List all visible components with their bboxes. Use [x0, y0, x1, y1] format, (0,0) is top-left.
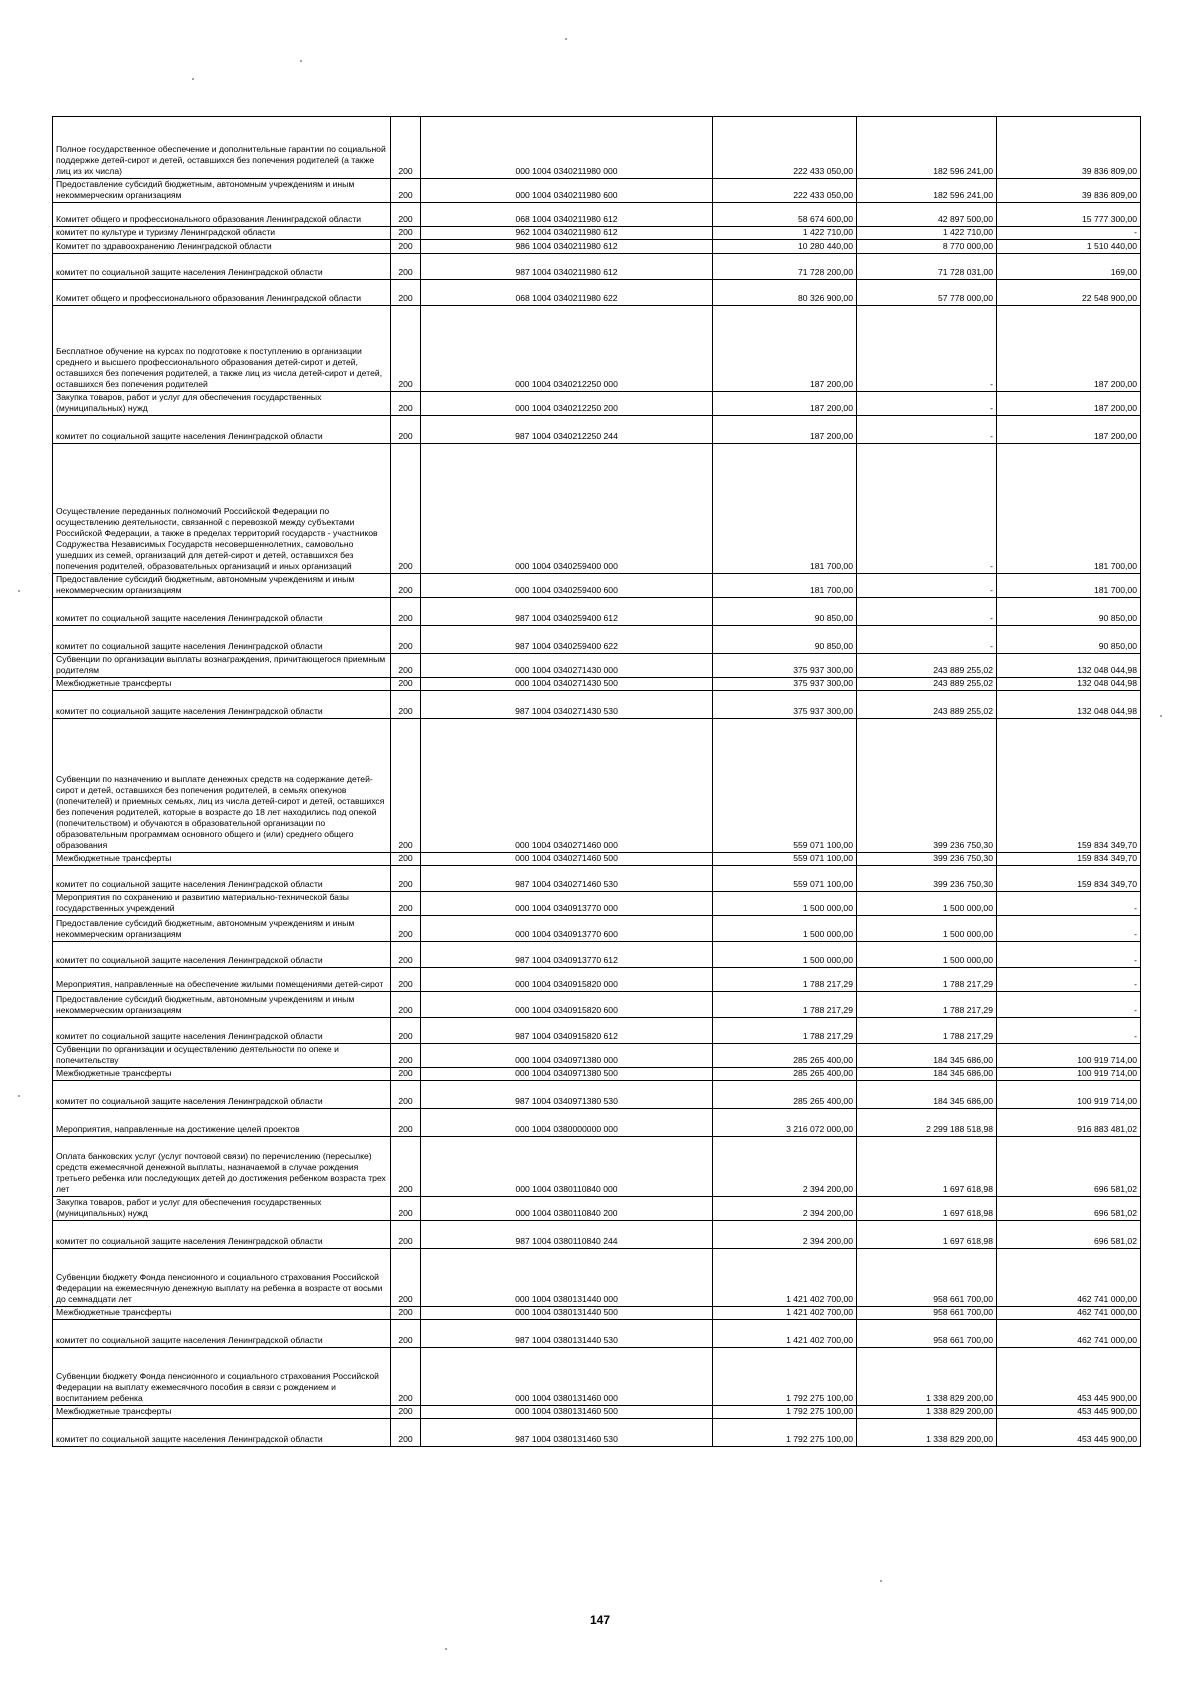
row-approved-cell: 80 326 900,00: [713, 280, 857, 306]
row-approved-cell: 90 850,00: [713, 598, 857, 626]
table-body: [53, 117, 1141, 1447]
row-unexecuted-cell: -: [997, 227, 1141, 240]
row-classification-cell: 987 1004 0340212250 244: [421, 416, 713, 444]
row-unexecuted-cell: 453 445 900,00: [997, 1348, 1141, 1406]
scan-speck: [880, 1580, 882, 1582]
row-classification-cell: 987 1004 0340271430 530: [421, 691, 713, 719]
row-name-cell: Оплата банковских услуг (услуг почтовой связи) по перечислению (пересылке) средств ежемесячной денежной выплаты, назначаемой в случае рождения третьего ребенка или последующих детей до достижения ребенком возраста трех лет: [53, 1137, 391, 1197]
row-name-cell: комитет по социальной защите населения Ленинградской области: [53, 254, 391, 280]
row-classification-cell: 962 1004 0340211980 612: [421, 227, 713, 240]
row-code-cell: 200: [391, 992, 421, 1018]
row-name-cell: комитет по социальной защите населения Ленинградской области: [53, 866, 391, 892]
row-approved-cell: 2 394 200,00: [713, 1197, 857, 1221]
row-unexecuted-cell: 462 741 000,00: [997, 1307, 1141, 1320]
row-name-cell: комитет по социальной защите населения Ленинградской области: [53, 1320, 391, 1348]
row-approved-cell: 187 200,00: [713, 392, 857, 416]
row-code-cell: 200: [391, 280, 421, 306]
scan-speck: [192, 78, 194, 80]
row-classification-cell: 000 1004 0340212250 000: [421, 306, 713, 392]
table-row: [53, 992, 1141, 1018]
row-classification-cell: 000 1004 0340212250 200: [421, 392, 713, 416]
table-row: [53, 227, 1141, 240]
row-approved-cell: 2 394 200,00: [713, 1221, 857, 1249]
row-name-cell: комитет по социальной защите населения Ленинградской области: [53, 691, 391, 719]
row-name-cell: Полное государственное обеспечение и дополнительные гарантии по социальной поддержке детей-сирот и детей, оставшихся без попечения родителей (а также лиц из их числа): [53, 117, 391, 179]
row-approved-cell: 375 937 300,00: [713, 691, 857, 719]
row-unexecuted-cell: 90 850,00: [997, 598, 1141, 626]
row-unexecuted-cell: 181 700,00: [997, 574, 1141, 598]
table-row: [53, 892, 1141, 916]
row-name-cell: Межбюджетные трансферты: [53, 1406, 391, 1419]
row-name-cell: Субвенции по назначению и выплате денежных средств на содержание детей-сирот и детей, оставшихся без попечения родителей, в семьях опекунов (попечителей) и приемных семьях, лиц из числа детей-сирот и детей, оставшихся без попечения родителей, которые в возрасте до 18 лет находились под опекой (попечительством) и обучаются в образовательной организации по образовательным программам основного общего и (или) среднего общего образования: [53, 719, 391, 853]
row-approved-cell: 181 700,00: [713, 444, 857, 574]
row-name-cell: комитет по социальной защите населения Ленинградской области: [53, 416, 391, 444]
row-approved-cell: 1 788 217,29: [713, 968, 857, 992]
row-classification-cell: 000 1004 0340971380 500: [421, 1068, 713, 1081]
row-name-cell: Субвенции бюджету Фонда пенсионного и социального страхования Российской Федерации на выплату ежемесячного пособия в связи с рождением и воспитанием ребенка: [53, 1348, 391, 1406]
table-row: [53, 240, 1141, 254]
row-approved-cell: 1 500 000,00: [713, 916, 857, 942]
row-name-cell: Межбюджетные трансферты: [53, 853, 391, 866]
table-row: [53, 1044, 1141, 1068]
row-approved-cell: 1 421 402 700,00: [713, 1320, 857, 1348]
row-name-cell: Субвенции по организации и осуществлению деятельности по опеке и попечительству: [53, 1044, 391, 1068]
row-approved-cell: 58 674 600,00: [713, 203, 857, 227]
scan-speck: [565, 38, 567, 40]
row-unexecuted-cell: 187 200,00: [997, 306, 1141, 392]
row-code-cell: 200: [391, 853, 421, 866]
row-approved-cell: 285 265 400,00: [713, 1081, 857, 1109]
row-classification-cell: 000 1004 0340259400 000: [421, 444, 713, 574]
row-approved-cell: 1 792 275 100,00: [713, 1348, 857, 1406]
row-code-cell: 200: [391, 1109, 421, 1137]
row-unexecuted-cell: -: [997, 992, 1141, 1018]
table-row: [53, 1307, 1141, 1320]
row-classification-cell: 000 1004 0340271430 000: [421, 654, 713, 678]
row-executed-cell: 8 770 000,00: [857, 240, 997, 254]
row-classification-cell: 987 1004 0340259400 612: [421, 598, 713, 626]
row-classification-cell: 986 1004 0340211980 612: [421, 240, 713, 254]
row-executed-cell: -: [857, 598, 997, 626]
table-row: [53, 306, 1141, 392]
row-code-cell: 200: [391, 691, 421, 719]
row-executed-cell: 243 889 255,02: [857, 678, 997, 691]
row-name-cell: Межбюджетные трансферты: [53, 1307, 391, 1320]
row-name-cell: Осуществление переданных полномочий Российской Федерации по осуществлению деятельности, связанной с перевозкой между субъектами Российской Федерации, а также в пределах территорий государств - участников Содружества Независимых Государств несовершеннолетних, самовольно ушедших из семей, организаций для детей-сирот и детей, оставшихся без попечения родителей, образовательных организаций и иных организаций: [53, 444, 391, 574]
row-code-cell: 200: [391, 1018, 421, 1044]
table-row: [53, 392, 1141, 416]
row-executed-cell: 399 236 750,30: [857, 866, 997, 892]
row-name-cell: Межбюджетные трансферты: [53, 1068, 391, 1081]
row-unexecuted-cell: 696 581,02: [997, 1221, 1141, 1249]
row-unexecuted-cell: 462 741 000,00: [997, 1249, 1141, 1307]
row-classification-cell: 000 1004 0380110840 200: [421, 1197, 713, 1221]
row-unexecuted-cell: 916 883 481,02: [997, 1109, 1141, 1137]
row-approved-cell: 187 200,00: [713, 416, 857, 444]
row-approved-cell: 222 433 050,00: [713, 179, 857, 203]
row-code-cell: 200: [391, 678, 421, 691]
row-classification-cell: 068 1004 0340211980 612: [421, 203, 713, 227]
table-row: [53, 654, 1141, 678]
row-executed-cell: 2 299 188 518,98: [857, 1109, 997, 1137]
row-executed-cell: 57 778 000,00: [857, 280, 997, 306]
row-code-cell: 200: [391, 626, 421, 654]
row-unexecuted-cell: 90 850,00: [997, 626, 1141, 654]
row-unexecuted-cell: 39 836 809,00: [997, 117, 1141, 179]
row-executed-cell: -: [857, 306, 997, 392]
row-classification-cell: 000 1004 0340271430 500: [421, 678, 713, 691]
row-approved-cell: 559 071 100,00: [713, 853, 857, 866]
row-name-cell: Межбюджетные трансферты: [53, 678, 391, 691]
table-row: [53, 254, 1141, 280]
row-classification-cell: 000 1004 0380131440 500: [421, 1307, 713, 1320]
row-executed-cell: 184 345 686,00: [857, 1068, 997, 1081]
row-code-cell: 200: [391, 866, 421, 892]
row-executed-cell: 42 897 500,00: [857, 203, 997, 227]
row-executed-cell: 1 338 829 200,00: [857, 1348, 997, 1406]
row-unexecuted-cell: 159 834 349,70: [997, 719, 1141, 853]
row-classification-cell: 000 1004 0380131440 000: [421, 1249, 713, 1307]
row-unexecuted-cell: -: [997, 916, 1141, 942]
row-executed-cell: 958 661 700,00: [857, 1320, 997, 1348]
row-name-cell: комитет по социальной защите населения Ленинградской области: [53, 1419, 391, 1447]
row-unexecuted-cell: 696 581,02: [997, 1197, 1141, 1221]
row-approved-cell: 375 937 300,00: [713, 654, 857, 678]
row-approved-cell: 1 421 402 700,00: [713, 1249, 857, 1307]
row-name-cell: Мероприятия, направленные на достижение целей проектов: [53, 1109, 391, 1137]
row-name-cell: комитет по социальной защите населения Ленинградской области: [53, 1081, 391, 1109]
row-classification-cell: 000 1004 0380131460 500: [421, 1406, 713, 1419]
budget-execution-table: [52, 116, 1141, 1447]
row-executed-cell: 1 697 618,98: [857, 1197, 997, 1221]
row-executed-cell: 184 345 686,00: [857, 1081, 997, 1109]
row-name-cell: Закупка товаров, работ и услуг для обеспечения государственных (муниципальных) нужд: [53, 392, 391, 416]
row-classification-cell: 000 1004 0340915820 000: [421, 968, 713, 992]
table-row: [53, 598, 1141, 626]
table-row: [53, 942, 1141, 968]
row-executed-cell: -: [857, 574, 997, 598]
budget-sheet: [52, 116, 1140, 1447]
row-code-cell: 200: [391, 942, 421, 968]
row-unexecuted-cell: 159 834 349,70: [997, 866, 1141, 892]
table-row: [53, 1197, 1141, 1221]
table-row: [53, 866, 1141, 892]
row-executed-cell: 182 596 241,00: [857, 179, 997, 203]
table-row: [53, 1406, 1141, 1419]
row-unexecuted-cell: 462 741 000,00: [997, 1320, 1141, 1348]
row-executed-cell: 1 422 710,00: [857, 227, 997, 240]
row-name-cell: Предоставление субсидий бюджетным, автономным учреждениям и иным некоммерческим организациям: [53, 916, 391, 942]
row-classification-cell: 000 1004 0380131460 000: [421, 1348, 713, 1406]
table-row: [53, 853, 1141, 866]
row-unexecuted-cell: 132 048 044,98: [997, 691, 1141, 719]
scan-speck: [1160, 715, 1162, 717]
row-classification-cell: 000 1004 0340211980 000: [421, 117, 713, 179]
scan-speck: [445, 1648, 447, 1650]
row-code-cell: 200: [391, 1044, 421, 1068]
row-unexecuted-cell: 453 445 900,00: [997, 1419, 1141, 1447]
row-approved-cell: 375 937 300,00: [713, 678, 857, 691]
row-classification-cell: 000 1004 0340915820 600: [421, 992, 713, 1018]
row-approved-cell: 10 280 440,00: [713, 240, 857, 254]
row-code-cell: 200: [391, 1406, 421, 1419]
row-name-cell: комитет по культуре и туризму Ленинградской области: [53, 227, 391, 240]
row-unexecuted-cell: 100 919 714,00: [997, 1044, 1141, 1068]
row-approved-cell: 559 071 100,00: [713, 866, 857, 892]
row-unexecuted-cell: -: [997, 1018, 1141, 1044]
table-row: [53, 719, 1141, 853]
row-executed-cell: 399 236 750,30: [857, 719, 997, 853]
row-unexecuted-cell: 100 919 714,00: [997, 1081, 1141, 1109]
table-row: [53, 1081, 1141, 1109]
row-unexecuted-cell: 187 200,00: [997, 416, 1141, 444]
scan-speck: [300, 60, 302, 62]
row-unexecuted-cell: 696 581,02: [997, 1137, 1141, 1197]
table-row: [53, 574, 1141, 598]
row-approved-cell: 1 500 000,00: [713, 942, 857, 968]
row-code-cell: 200: [391, 392, 421, 416]
row-executed-cell: 1 697 618,98: [857, 1137, 997, 1197]
row-executed-cell: 1 500 000,00: [857, 916, 997, 942]
table-row: [53, 916, 1141, 942]
row-name-cell: Предоставление субсидий бюджетным, автономным учреждениям и иным некоммерческим организациям: [53, 992, 391, 1018]
table-row: [53, 1419, 1141, 1447]
row-executed-cell: 1 788 217,29: [857, 968, 997, 992]
row-approved-cell: 90 850,00: [713, 626, 857, 654]
row-classification-cell: 987 1004 0340211980 612: [421, 254, 713, 280]
row-name-cell: комитет по социальной защите населения Ленинградской области: [53, 626, 391, 654]
row-code-cell: 200: [391, 1348, 421, 1406]
row-name-cell: Комитет общего и профессионального образования Ленинградской области: [53, 203, 391, 227]
table-row: [53, 280, 1141, 306]
row-approved-cell: 2 394 200,00: [713, 1137, 857, 1197]
row-code-cell: 200: [391, 254, 421, 280]
row-classification-cell: 068 1004 0340211980 622: [421, 280, 713, 306]
row-code-cell: 200: [391, 179, 421, 203]
row-code-cell: 200: [391, 719, 421, 853]
row-code-cell: 200: [391, 916, 421, 942]
row-executed-cell: 1 788 217,29: [857, 992, 997, 1018]
table-row: [53, 1348, 1141, 1406]
row-classification-cell: 000 1004 0380000000 000: [421, 1109, 713, 1137]
row-approved-cell: 1 422 710,00: [713, 227, 857, 240]
scan-speck: [18, 590, 20, 592]
table-row: [53, 1221, 1141, 1249]
row-name-cell: Субвенции бюджету Фонда пенсионного и социального страхования Российской Федерации на ежемесячную денежную выплату на ребенка в возрасте от восьми до семнадцати лет: [53, 1249, 391, 1307]
row-unexecuted-cell: 169,00: [997, 254, 1141, 280]
row-executed-cell: 71 728 031,00: [857, 254, 997, 280]
row-classification-cell: 000 1004 0340913770 600: [421, 916, 713, 942]
row-name-cell: комитет по социальной защите населения Ленинградской области: [53, 1221, 391, 1249]
row-unexecuted-cell: -: [997, 892, 1141, 916]
row-name-cell: комитет по социальной защите населения Ленинградской области: [53, 942, 391, 968]
row-executed-cell: 243 889 255,02: [857, 654, 997, 678]
table-row: [53, 416, 1141, 444]
table-row: [53, 968, 1141, 992]
row-code-cell: 200: [391, 1068, 421, 1081]
row-executed-cell: -: [857, 626, 997, 654]
row-classification-cell: 987 1004 0340971380 530: [421, 1081, 713, 1109]
row-classification-cell: 987 1004 0340271460 530: [421, 866, 713, 892]
row-code-cell: 200: [391, 1137, 421, 1197]
row-approved-cell: 1 788 217,29: [713, 992, 857, 1018]
row-unexecuted-cell: 39 836 809,00: [997, 179, 1141, 203]
row-executed-cell: 243 889 255,02: [857, 691, 997, 719]
row-classification-cell: 987 1004 0380131460 530: [421, 1419, 713, 1447]
row-name-cell: Мероприятия, направленные на обеспечение жилыми помещениями детей-сирот: [53, 968, 391, 992]
row-name-cell: Комитет общего и профессионального образования Ленинградской области: [53, 280, 391, 306]
row-classification-cell: 000 1004 0340271460 500: [421, 853, 713, 866]
row-executed-cell: 1 338 829 200,00: [857, 1419, 997, 1447]
row-classification-cell: 987 1004 0340915820 612: [421, 1018, 713, 1044]
row-unexecuted-cell: -: [997, 942, 1141, 968]
table-row: [53, 1320, 1141, 1348]
table-row: [53, 1137, 1141, 1197]
row-code-cell: 200: [391, 416, 421, 444]
row-executed-cell: 1 697 618,98: [857, 1221, 997, 1249]
row-code-cell: 200: [391, 654, 421, 678]
row-executed-cell: -: [857, 392, 997, 416]
row-code-cell: 200: [391, 1419, 421, 1447]
row-approved-cell: 71 728 200,00: [713, 254, 857, 280]
row-approved-cell: 1 421 402 700,00: [713, 1307, 857, 1320]
row-classification-cell: 000 1004 0340913770 000: [421, 892, 713, 916]
row-approved-cell: 559 071 100,00: [713, 719, 857, 853]
row-executed-cell: 958 661 700,00: [857, 1249, 997, 1307]
row-code-cell: 200: [391, 1081, 421, 1109]
table-row: [53, 691, 1141, 719]
row-name-cell: Предоставление субсидий бюджетным, автономным учреждениям и иным некоммерческим организациям: [53, 179, 391, 203]
row-code-cell: 200: [391, 1320, 421, 1348]
row-name-cell: комитет по социальной защите населения Ленинградской области: [53, 1018, 391, 1044]
row-unexecuted-cell: -: [997, 968, 1141, 992]
table-row: [53, 1018, 1141, 1044]
row-executed-cell: 1 788 217,29: [857, 1018, 997, 1044]
row-name-cell: Комитет по здравоохранению Ленинградской области: [53, 240, 391, 254]
row-approved-cell: 285 265 400,00: [713, 1068, 857, 1081]
row-classification-cell: 987 1004 0380110840 244: [421, 1221, 713, 1249]
row-code-cell: 200: [391, 1249, 421, 1307]
table-row: [53, 1068, 1141, 1081]
row-code-cell: 200: [391, 1221, 421, 1249]
table-row: [53, 117, 1141, 179]
page-number: 147: [589, 1613, 611, 1627]
row-executed-cell: 958 661 700,00: [857, 1307, 997, 1320]
row-classification-cell: 987 1004 0380131440 530: [421, 1320, 713, 1348]
row-name-cell: Субвенции по организации выплаты вознаграждения, причитающегося приемным родителям: [53, 654, 391, 678]
row-name-cell: Предоставление субсидий бюджетным, автономным учреждениям и иным некоммерческим организациям: [53, 574, 391, 598]
row-code-cell: 200: [391, 240, 421, 254]
row-executed-cell: 1 500 000,00: [857, 892, 997, 916]
row-approved-cell: 1 788 217,29: [713, 1018, 857, 1044]
row-unexecuted-cell: 22 548 900,00: [997, 280, 1141, 306]
row-unexecuted-cell: 100 919 714,00: [997, 1068, 1141, 1081]
scan-speck: [18, 1095, 20, 1097]
row-code-cell: 200: [391, 203, 421, 227]
row-executed-cell: 184 345 686,00: [857, 1044, 997, 1068]
row-unexecuted-cell: 181 700,00: [997, 444, 1141, 574]
row-code-cell: 200: [391, 574, 421, 598]
row-classification-cell: 987 1004 0340913770 612: [421, 942, 713, 968]
row-unexecuted-cell: 132 048 044,98: [997, 678, 1141, 691]
row-classification-cell: 000 1004 0380110840 000: [421, 1137, 713, 1197]
row-code-cell: 200: [391, 1197, 421, 1221]
row-name-cell: Бесплатное обучение на курсах по подготовке к поступлению в организации среднего и высшего профессионального образования детей-сирот и детей, оставшихся без попечения родителей, а также лиц из числа детей-сирот и детей, оставшихся без попечения родителей: [53, 306, 391, 392]
row-code-cell: 200: [391, 444, 421, 574]
row-classification-cell: 987 1004 0340259400 622: [421, 626, 713, 654]
row-unexecuted-cell: 132 048 044,98: [997, 654, 1141, 678]
row-unexecuted-cell: 159 834 349,70: [997, 853, 1141, 866]
row-approved-cell: 1 792 275 100,00: [713, 1406, 857, 1419]
row-approved-cell: 1 500 000,00: [713, 892, 857, 916]
row-code-cell: 200: [391, 968, 421, 992]
row-executed-cell: 1 500 000,00: [857, 942, 997, 968]
row-name-cell: Мероприятия по сохранению и развитию материально-технической базы государственных учреждений: [53, 892, 391, 916]
row-approved-cell: 187 200,00: [713, 306, 857, 392]
row-executed-cell: 182 596 241,00: [857, 117, 997, 179]
row-classification-cell: 000 1004 0340271460 000: [421, 719, 713, 853]
row-executed-cell: -: [857, 416, 997, 444]
row-code-cell: 200: [391, 227, 421, 240]
table-row: [53, 203, 1141, 227]
row-approved-cell: 1 792 275 100,00: [713, 1419, 857, 1447]
row-classification-cell: 000 1004 0340971380 000: [421, 1044, 713, 1068]
row-approved-cell: 181 700,00: [713, 574, 857, 598]
row-executed-cell: 399 236 750,30: [857, 853, 997, 866]
row-classification-cell: 000 1004 0340211980 600: [421, 179, 713, 203]
row-name-cell: Закупка товаров, работ и услуг для обеспечения государственных (муниципальных) нужд: [53, 1197, 391, 1221]
row-name-cell: комитет по социальной защите населения Ленинградской области: [53, 598, 391, 626]
table-row: [53, 444, 1141, 574]
row-executed-cell: 1 338 829 200,00: [857, 1406, 997, 1419]
table-row: [53, 1109, 1141, 1137]
row-code-cell: 200: [391, 598, 421, 626]
row-unexecuted-cell: 453 445 900,00: [997, 1406, 1141, 1419]
row-unexecuted-cell: 187 200,00: [997, 392, 1141, 416]
row-code-cell: 200: [391, 892, 421, 916]
row-code-cell: 200: [391, 1307, 421, 1320]
row-executed-cell: -: [857, 444, 997, 574]
row-approved-cell: 222 433 050,00: [713, 117, 857, 179]
table-row: [53, 1249, 1141, 1307]
table-row: [53, 678, 1141, 691]
row-code-cell: 200: [391, 117, 421, 179]
row-unexecuted-cell: 1 510 440,00: [997, 240, 1141, 254]
row-code-cell: 200: [391, 306, 421, 392]
row-approved-cell: 285 265 400,00: [713, 1044, 857, 1068]
table-row: [53, 626, 1141, 654]
row-approved-cell: 3 216 072 000,00: [713, 1109, 857, 1137]
table-row: [53, 179, 1141, 203]
row-unexecuted-cell: 15 777 300,00: [997, 203, 1141, 227]
row-classification-cell: 000 1004 0340259400 600: [421, 574, 713, 598]
